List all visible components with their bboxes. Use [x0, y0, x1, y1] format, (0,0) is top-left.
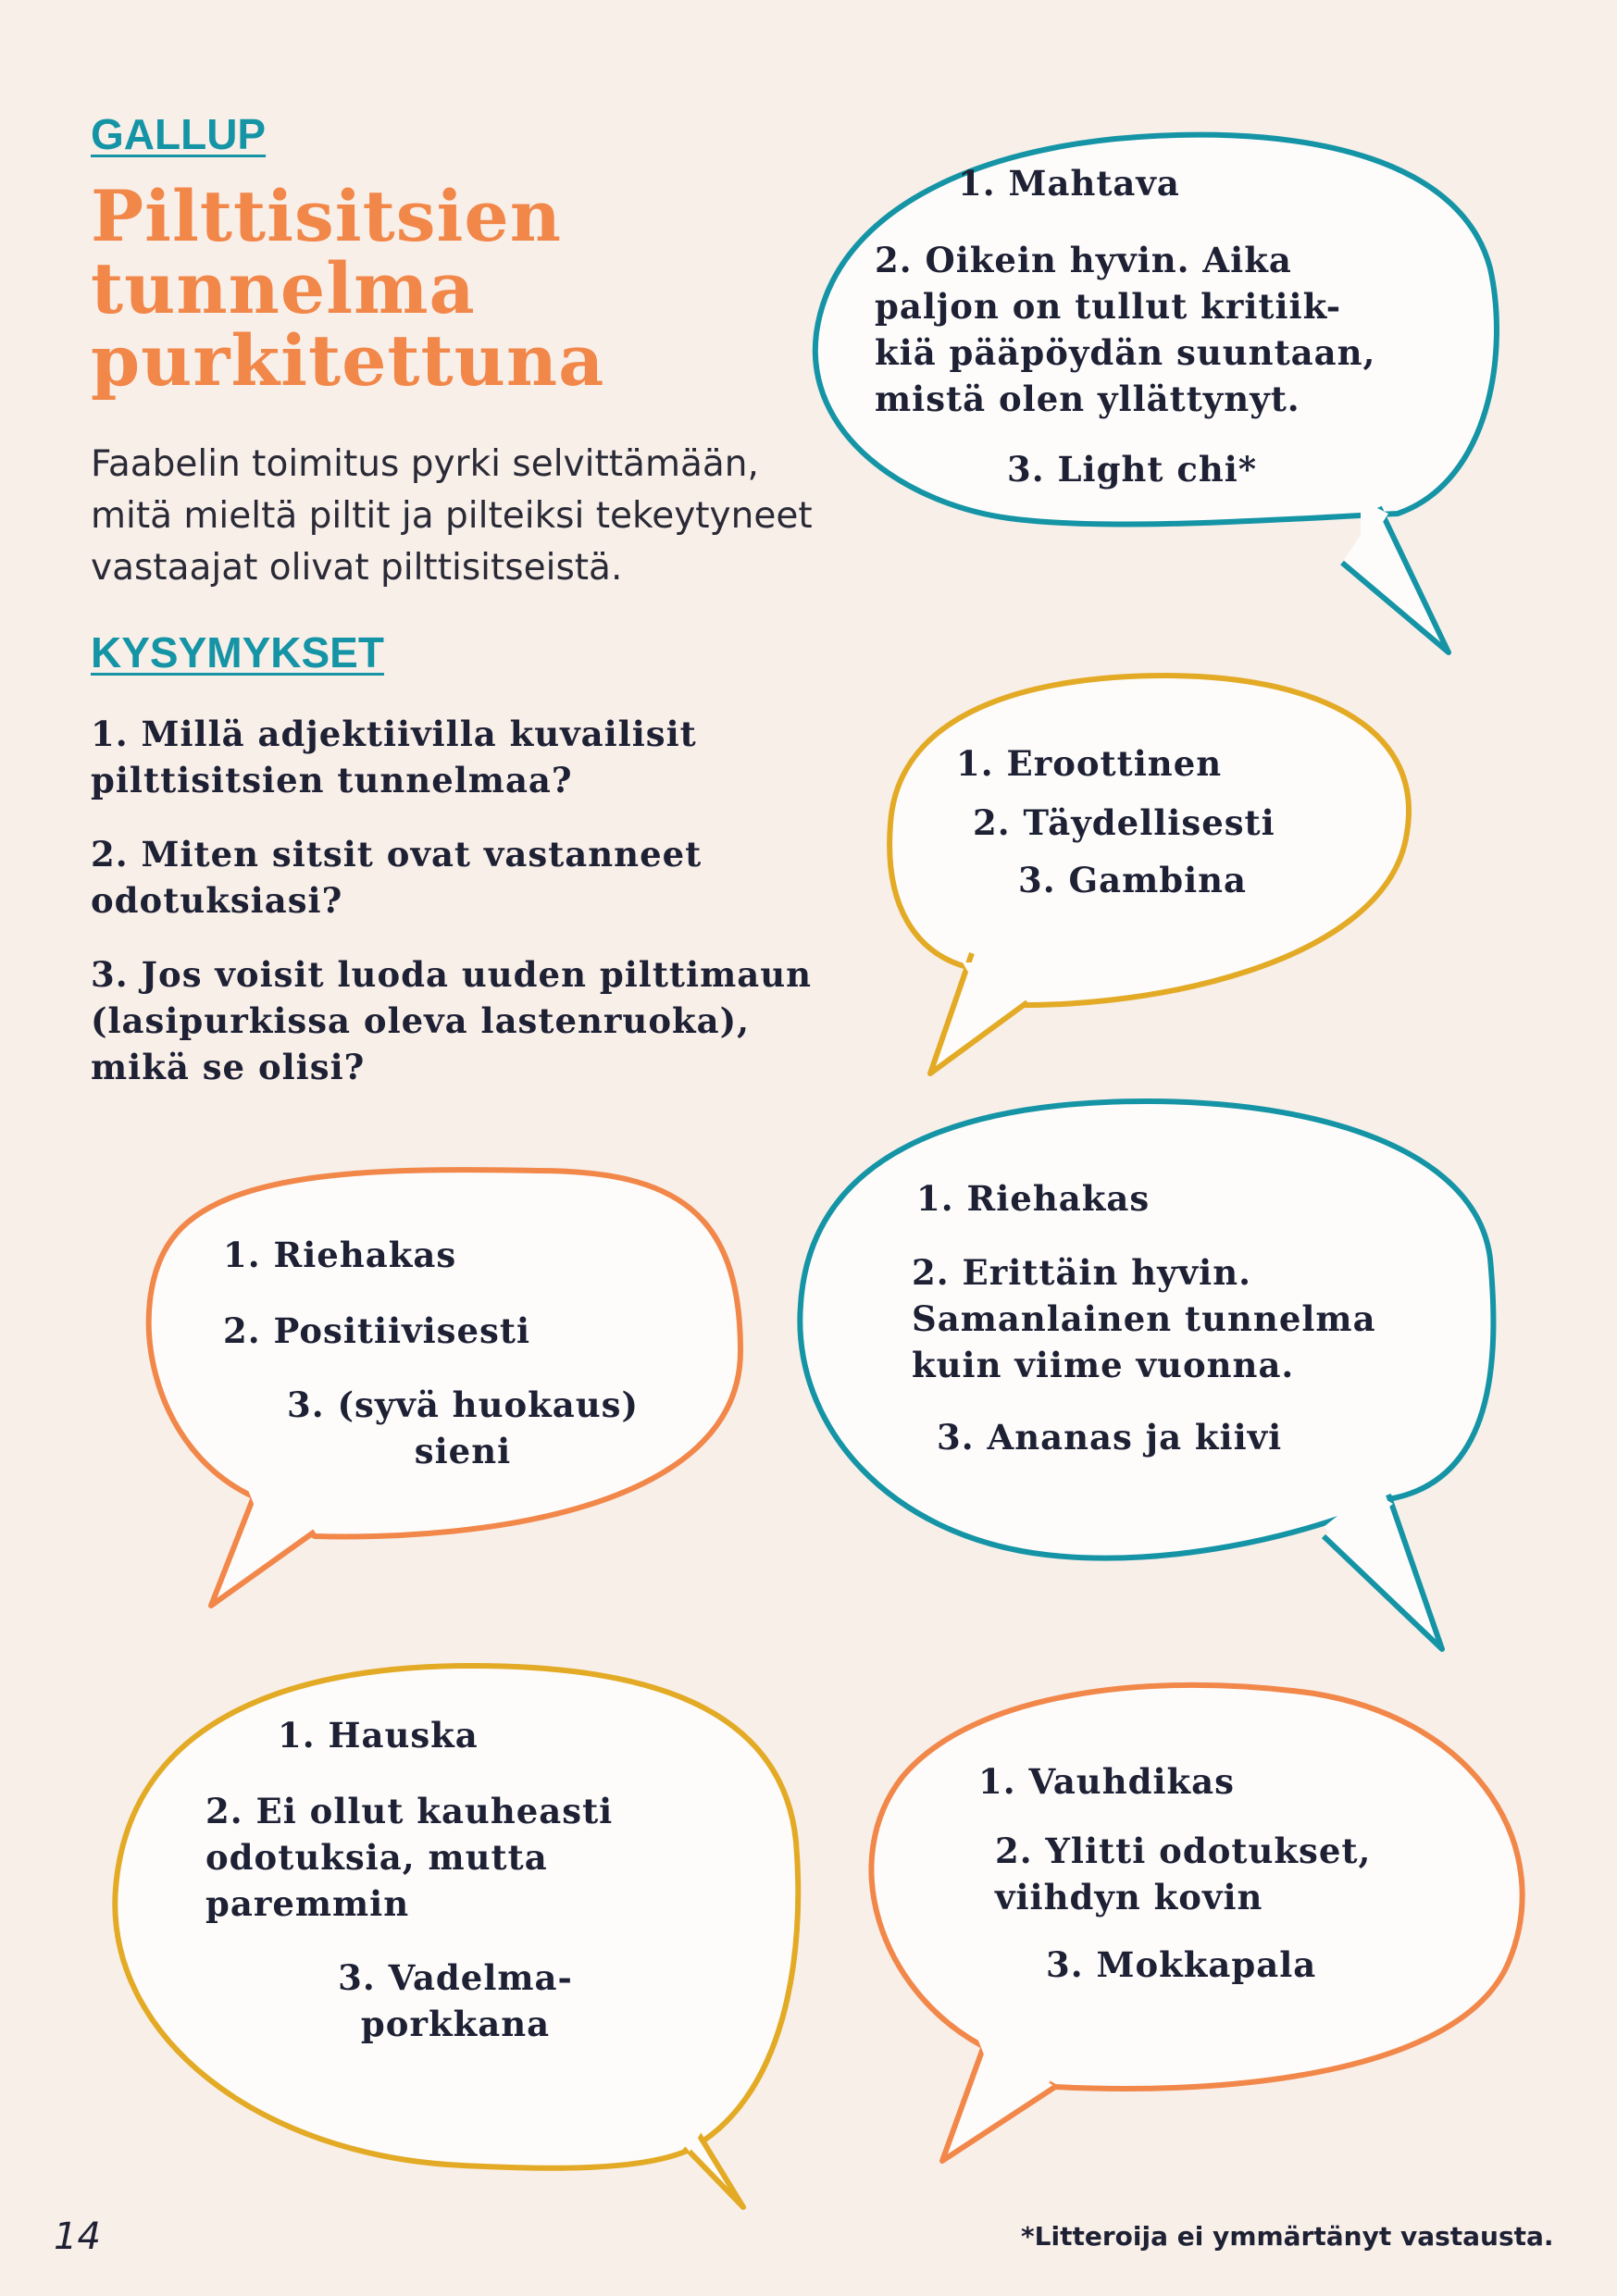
bubble-1-answer-3: 3. Light chi*	[1007, 449, 1258, 490]
bubble-3-answer-1: 1. Riehakas	[223, 1235, 457, 1275]
page-title: Pilttisitsien tunnelma purkitettuna	[91, 175, 605, 402]
bubble-6-answer-1: 1. Vauhdikas	[978, 1761, 1235, 1802]
questions-label: KYSYMYKSET	[91, 628, 384, 676]
bubble-2-answer-3: 3. Gambina	[1018, 860, 1248, 900]
bubble-4-answer-3: 3. Ananas ja kiivi	[937, 1417, 1283, 1458]
bubble-4-answer-1: 1. Riehakas	[916, 1178, 1151, 1219]
page-number: 14	[54, 2215, 101, 2258]
section-label: GALLUP	[91, 110, 267, 158]
question-2: 2. Miten sitsit ovat vastanneet odotuksiasi?	[91, 834, 703, 921]
bubble-1-answer-1: 1. Mahtava	[958, 163, 1180, 204]
bubble-5-answer-3: 3. Vadelma- porkkana	[338, 1957, 573, 2044]
bubble-2-answer-2: 2. Täydellisesti	[973, 802, 1275, 843]
bubble-6-answer-3: 3. Mokkapala	[1046, 1944, 1317, 1985]
bubble-1-answer-2: 2. Oikein hyvin. Aika paljon on tullut kritiik- kiä pääpöydän suuntaan, mistä olen yllättynyt.	[875, 240, 1376, 419]
question-1: 1. Millä adjektiivilla kuvailisit pilttisitsien tunnelmaa?	[91, 714, 697, 800]
footnote: *Litteroija ei ymmärtänyt vastausta.	[1021, 2221, 1554, 2252]
bubble-5-answer-2: 2. Ei ollut kauheasti odotuksia, mutta paremmin	[205, 1791, 614, 1924]
question-3: 3. Jos voisit luoda uuden pilttimaun (lasipurkissa oleva lastenruoka), mikä se olisi?	[91, 954, 812, 1087]
bubble-6-answer-2: 2. Ylitti odotukset, viihdyn kovin	[995, 1831, 1372, 1917]
intro-paragraph: Faabelin toimitus pyrki selvittämään, mitä mieltä piltit ja pilteiksi tekeytyneet vastaajat olivat pilttisitseistä.	[91, 443, 813, 589]
bubble-4-answer-2: 2. Erittäin hyvin. Samanlainen tunnelma kuin viime vuonna.	[912, 1252, 1376, 1385]
bubble-3-answer-3: 3. (syvä huokaus) sieni	[286, 1384, 640, 1471]
bubble-2-answer-1: 1. Eroottinen	[956, 743, 1223, 784]
bubble-5-answer-1: 1. Hauska	[278, 1715, 479, 1756]
bubble-3-answer-2: 2. Positiivisesti	[223, 1310, 531, 1351]
